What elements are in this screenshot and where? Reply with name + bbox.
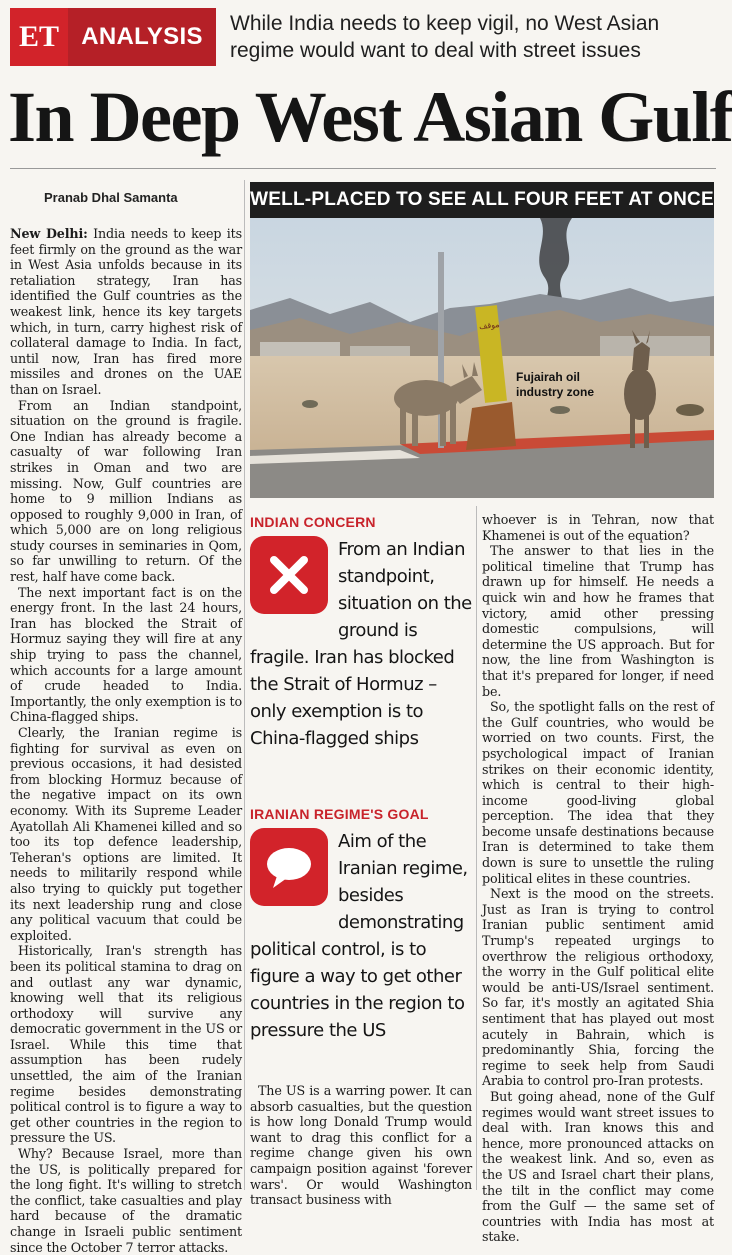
news-photo <box>250 218 714 498</box>
callout-column <box>250 514 474 1044</box>
shrub <box>676 404 704 416</box>
dateline: New Delhi: <box>10 226 88 241</box>
masthead <box>10 8 716 70</box>
callout-heading-indian-concern: INDIAN CONCERN <box>250 514 376 530</box>
building <box>600 336 710 358</box>
photo-illustration <box>250 218 714 498</box>
section-badge: ANALYSIS <box>68 8 216 66</box>
paragraph: The answer to that lies in the political timeline that Trump has drawn up for himself. He needs a quick win and how he frames that victory, amid other pressing domestic compulsions, will determine the US approach. But for now, the line from Washington is that it's prepared for longer, if need be. <box>482 543 714 699</box>
speech-bubble-icon <box>250 828 328 906</box>
shrub <box>302 400 318 408</box>
paragraph-text: India needs to keep its feet firmly on the ground as the war in West Asia unfolds because in its retaliation strategy, Iran has identified the Gulf countries as the weakest link, hence its key targets which, in turn, carry highest risk of collateral damage to India. In fact, until now, Iran has fired more missiles and drones on the UAE than on Israel. <box>10 226 242 397</box>
headline-rule <box>10 168 716 169</box>
sign-text: موقف <box>478 319 500 332</box>
paragraph: Historically, Iran's strength has been its political stamina to drag on and outlast any war dynamic, knowing well that its religious orthodoxy will survive any democratic government in the US or Israel. While this time that assumption has been rudely unsettled, the aim of the Iranian regime besides demonstrating political control is to figure a way to get other countries in the region to pressure the US. <box>10 943 242 1146</box>
sign-stand <box>466 402 516 450</box>
close-x-icon <box>250 536 328 614</box>
middle-column-body <box>250 1083 472 1208</box>
callout-body: Aim of the Iranian regime, besides demonstrating political control, is to figure a way to get other countries in the region to pressure the US <box>250 831 468 1041</box>
paragraph: Clearly, the Iranian regime is fighting for survival as even on previous occasions, it had desisted from blocking Hormuz because of the negative impact on its own economy. With its Supreme Leader Ayatollah Ali Khamenei killed and so too its top defence leadership, Teheran's options are limited. It needs to militarily respond while also trying to quickly put together its next leadership rung and close any political vacuum that could be exploited. <box>10 725 242 943</box>
callout-indian-concern <box>250 536 474 798</box>
photo-caption-label <box>516 370 594 400</box>
byline: Pranab Dhal Samanta <box>44 190 178 205</box>
et-logo: ET <box>10 8 68 66</box>
headline: In Deep West Asian Gulf <box>8 77 732 157</box>
building <box>260 342 340 358</box>
column-divider <box>476 506 477 1190</box>
paragraph: The next important fact is on the energy front. In the last 24 hours, Iran has blocked the Strait of Hormuz saying they will fire at any ship trying to pass the channel, which accounts for a large amount of crude headed to India. Importantly, the only exemption is to China-flagged ships. <box>10 584 242 725</box>
paragraph: Next is the mood on the streets. Just as Iran is trying to control Iranian public sentiment amid Trump's repeated urgings to overthrow the religious orthodoxy, the worry in the Gulf political elite would be anti-US/Israel sentiment. So far, it's mostly an agitated Shia sentiment that has played out most acutely in Bahrain, which is predominantly Shia, forcing the regime to seek help from Saudi Arabia to control pro-Iran protests. <box>482 886 714 1089</box>
right-column <box>482 512 714 1245</box>
column-divider <box>244 180 245 1190</box>
callout-regime-goal <box>250 828 474 1044</box>
callout-body: From an Indian standpoint, situation on the ground is fragile. Iran has blocked the Strait of Hormuz – only exemption is to China-flagged ships <box>250 539 472 749</box>
paragraph: From an Indian standpoint, situation on the ground is fragile. One Indian has already become a casualty of war following Iran strikes in Oman and two are missing. Now, Gulf countries are home to 9 million Indians as opposed to roughly 9,000 in Iran, of which 5,000 are on long religious study courses in seminaries in Qom, so far unwilling to return. Of the rest, half have come back. <box>10 397 242 585</box>
paragraph: So, the spotlight falls on the rest of the Gulf countries, who would be worried on two counts. First, the psychological impact of Iranian strikes on their economic identity, which is central to their high-income good-living global perception. The idea that they become unsafe destinations because Iran is determined to take them down is sure to unsettle the ruling political elites in these countries. <box>482 699 714 886</box>
paragraph: Why? Because Israel, more than the US, is politically prepared for the long fight. It's willing to stretch the conflict, take casualties and play hard because of the dramatic change in Israeli public sentiment since the October 7 terror attacks. <box>10 1146 242 1255</box>
photo-label-line: Fujairah oil <box>516 370 581 384</box>
kicker-deck: While India needs to keep vigil, no West Asian regime would want to deal with street issues <box>230 12 660 62</box>
photo-label-line: industry zone <box>516 385 595 399</box>
paragraph: But going ahead, none of the Gulf regimes would want street issues to deal with. Iran knows this and hence, more pronounced attacks on the weakest link. And so, even as the US and Israel chart their plans, the tilt in the conflict may come from the Gulf — the same set of countries with India has most at stake. <box>482 1088 714 1245</box>
shrub <box>550 406 570 414</box>
callout-heading-regime-goal: IRANIAN REGIME'S GOAL <box>250 806 429 822</box>
paragraph: whoever is in Tehran, now that Khamenei is out of the equation? <box>482 512 714 543</box>
left-column <box>10 226 242 1255</box>
paragraph <box>10 226 242 398</box>
paragraph: The US is a warring power. It can absorb casualties, but the question is how long Donald Trump would want to drag this conflict for a regime change given his own campaign position against 'forever wars'. Or would Washington transact business with <box>250 1083 472 1208</box>
photo-heading: WELL-PLACED TO SEE ALL FOUR FEET AT ONCE <box>250 182 714 218</box>
